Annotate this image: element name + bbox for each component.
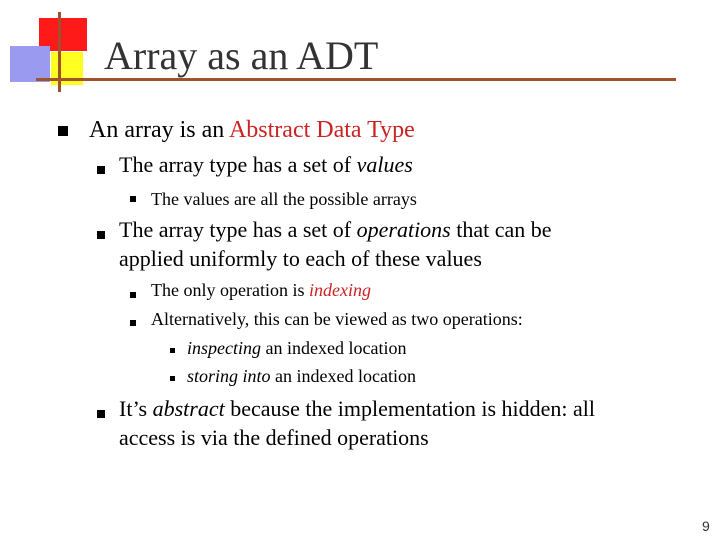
- bullet-1-2-2-2-italic: storing into: [187, 366, 271, 386]
- bullet-1-2-2-1-italic: inspecting: [187, 338, 261, 358]
- bullet-square-icon: [130, 292, 136, 298]
- bullet-1-2-1-highlight: indexing: [308, 280, 371, 300]
- bullet-1-1-1: [151, 188, 417, 210]
- bullet-1-2-1-text: The only operation is: [151, 280, 309, 300]
- slide-title: Array as an ADT: [104, 33, 379, 78]
- bullet-square-icon: [170, 348, 175, 353]
- bullet-1-text: An array is an: [89, 117, 229, 143]
- bullet-1-2-2-1-text: an indexed location: [261, 338, 407, 358]
- bullet-1-3-italic: abstract: [152, 396, 225, 421]
- bullet-1-2-2-2-text: an indexed location: [270, 366, 416, 386]
- bullet-1: [89, 116, 415, 145]
- bullet-1-3-text-end: because the implementation is hidden: all: [224, 396, 595, 421]
- bullet-1-2: [119, 215, 552, 244]
- bullet-1-2-2-1: [187, 337, 406, 359]
- bullet-1-2-text-end: that can be: [450, 217, 552, 242]
- bullet-1-1-italic: values: [356, 152, 413, 177]
- bullet-1-highlight: Abstract Data Type: [228, 117, 415, 143]
- bullet-1-3-line-2: access is via the defined operations: [119, 425, 429, 450]
- bullet-1-1: [119, 150, 413, 179]
- bullet-1-2-1: [151, 279, 371, 301]
- bullet-1-2-text: The array type has a set of: [119, 217, 357, 242]
- bullet-1-1-text: The array type has a set of: [119, 152, 357, 177]
- bullet-1-2-2-text: Alternatively, this can be viewed as two operations:: [151, 309, 523, 329]
- bullet-1-3-text: It’s: [119, 396, 153, 421]
- bullet-square-icon: [170, 376, 175, 381]
- bullet-1-2-italic: operations: [356, 217, 451, 242]
- bullet-1-1-1-text: The values are all the possible arrays: [151, 189, 417, 209]
- bullet-square-icon: [97, 231, 105, 239]
- bullet-square-icon: [58, 126, 68, 136]
- bullet-1-2-line-2: applied uniformly to each of these values: [119, 246, 482, 271]
- page-number: 9: [702, 518, 710, 534]
- decorative-blue-square: [10, 46, 50, 82]
- bullet-square-icon: [130, 320, 136, 326]
- bullet-1-2-2: [151, 308, 523, 330]
- bullet-square-icon: [97, 166, 105, 174]
- bullet-1-3: [119, 394, 595, 423]
- bullet-square-icon: [97, 410, 105, 418]
- bullet-square-icon: [130, 196, 136, 202]
- bullet-1-2-2-2: [187, 365, 416, 387]
